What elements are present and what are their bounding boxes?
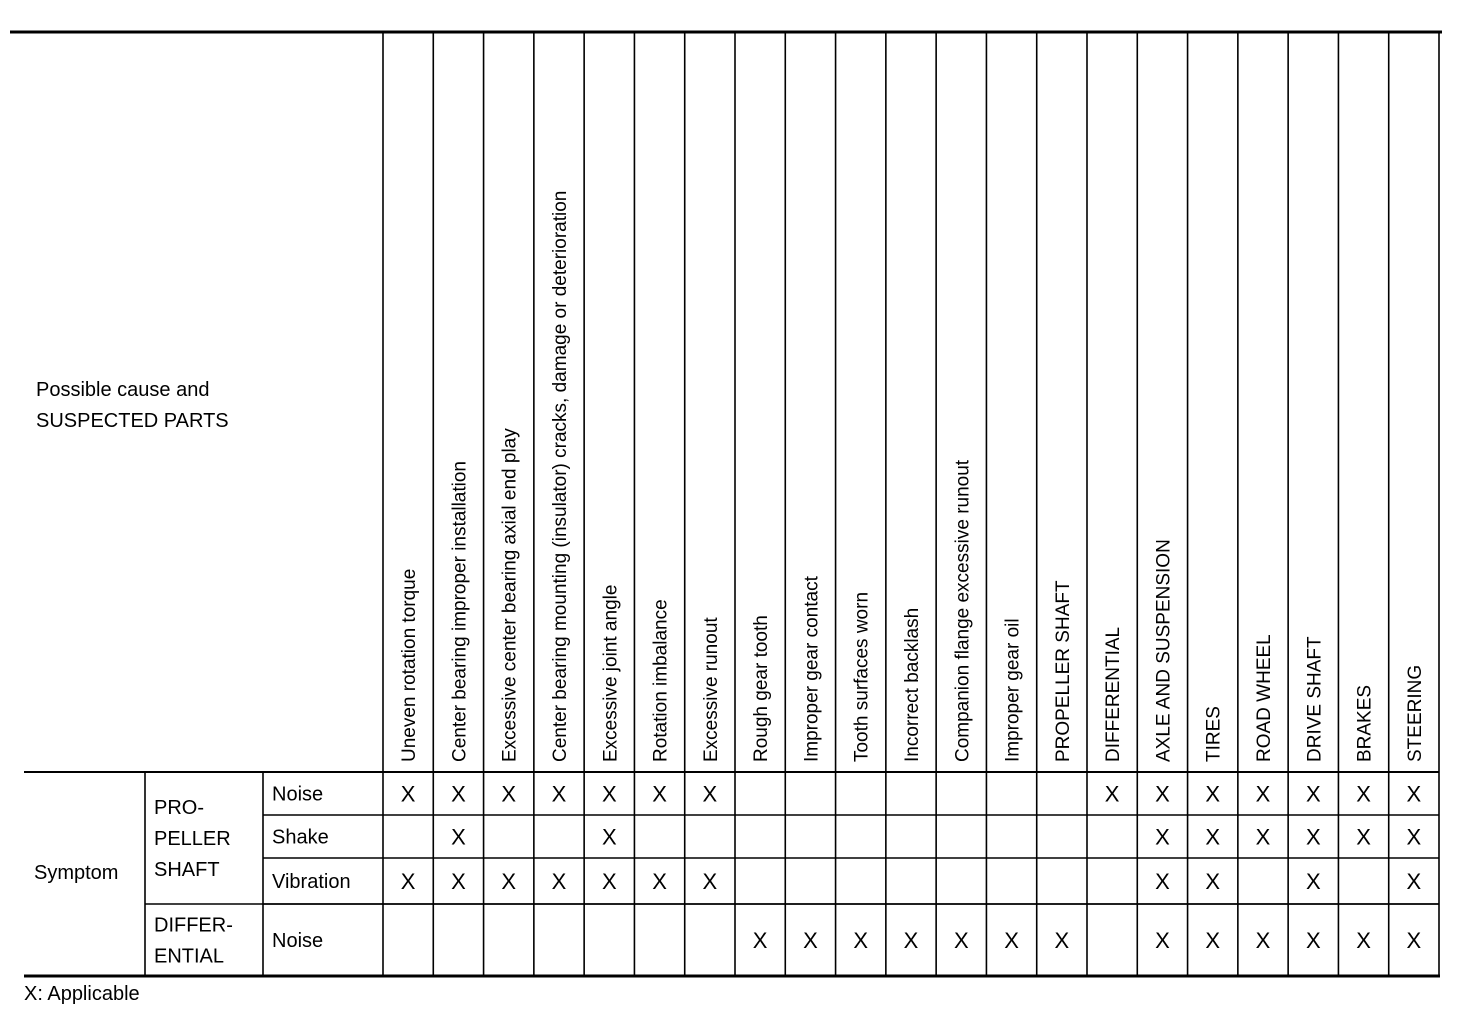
cell-mark: X bbox=[1255, 824, 1271, 850]
column-header: Center bearing mounting (insulator) cracks, damage or deterioration bbox=[550, 190, 571, 762]
cell-mark: X bbox=[601, 869, 617, 894]
cell-mark: X bbox=[1155, 824, 1170, 850]
cell-mark: X bbox=[1155, 781, 1170, 807]
cell-mark: X bbox=[1406, 928, 1422, 953]
cell-mark: X bbox=[451, 869, 466, 894]
cell-mark: X bbox=[451, 781, 466, 807]
group-label: PELLER bbox=[154, 828, 231, 850]
column-header: TIRES bbox=[1203, 706, 1225, 762]
cell-mark: X bbox=[702, 869, 718, 894]
cell-mark: X bbox=[752, 928, 768, 953]
cell-mark: X bbox=[501, 869, 517, 894]
cell-mark: X bbox=[1406, 824, 1422, 850]
column-header: DRIVE SHAFT bbox=[1304, 636, 1326, 762]
column-header: DIFFERENTIAL bbox=[1103, 626, 1125, 762]
column-header: Tooth surfaces worn bbox=[851, 591, 873, 762]
column-header: Center bearing improper installation bbox=[449, 460, 471, 762]
column-header: Rough gear tooth bbox=[751, 615, 773, 762]
cell-mark: X bbox=[1356, 928, 1371, 953]
cell-mark: X bbox=[1155, 928, 1170, 953]
cell-mark: X bbox=[451, 824, 466, 850]
cell-mark: X bbox=[501, 781, 517, 807]
row-label: Shake bbox=[272, 826, 329, 849]
cell-mark: X bbox=[853, 928, 869, 953]
symptom-label: Symptom bbox=[34, 862, 119, 884]
cell-mark: X bbox=[652, 781, 667, 807]
row-headers bbox=[154, 784, 351, 968]
cell-mark: X bbox=[1305, 869, 1321, 894]
cell-mark: X bbox=[601, 824, 617, 850]
corner-label-line2: SUSPECTED PARTS bbox=[36, 410, 229, 432]
column-header: Improper gear oil bbox=[1002, 618, 1024, 762]
cell-mark: X bbox=[1205, 781, 1221, 807]
cell-mark: X bbox=[1305, 824, 1321, 850]
group-label: DIFFER- bbox=[154, 914, 233, 937]
table-cells bbox=[401, 782, 1422, 954]
cell-mark: X bbox=[702, 781, 718, 807]
column-header: Excessive joint angle bbox=[600, 584, 622, 762]
cell-mark: X bbox=[1406, 781, 1422, 807]
column-headers bbox=[399, 191, 1426, 762]
cell-mark: X bbox=[551, 869, 567, 894]
column-header: BRAKES bbox=[1354, 684, 1376, 762]
cell-mark: X bbox=[1155, 869, 1170, 894]
legend-text: X: Applicable bbox=[24, 983, 140, 1005]
cell-mark: X bbox=[1305, 928, 1321, 953]
cell-mark: X bbox=[551, 781, 567, 807]
cell-mark: X bbox=[1054, 928, 1070, 953]
column-header: PROPELLER SHAFT bbox=[1052, 580, 1074, 762]
row-label: Noise bbox=[272, 783, 324, 806]
column-header: ROAD WHEEL bbox=[1254, 634, 1275, 762]
cell-mark: X bbox=[1205, 869, 1221, 894]
cell-mark: X bbox=[1205, 824, 1221, 850]
column-header: STEERING bbox=[1404, 664, 1426, 762]
cell-mark: X bbox=[400, 869, 416, 894]
group-label: SHAFT bbox=[154, 859, 220, 881]
column-header: Improper gear contact bbox=[801, 576, 823, 762]
row-label: Noise bbox=[272, 930, 324, 952]
cell-mark: X bbox=[1205, 928, 1221, 953]
cell-mark: X bbox=[1305, 781, 1321, 807]
corner-label-line1: Possible cause and bbox=[36, 379, 210, 401]
column-header: Companion flange excessive runout bbox=[952, 459, 974, 762]
cell-mark: X bbox=[1356, 824, 1371, 850]
cell-mark: X bbox=[400, 781, 416, 807]
cell-mark: X bbox=[601, 781, 617, 807]
cell-mark: X bbox=[803, 928, 818, 953]
cell-mark: X bbox=[1104, 781, 1120, 807]
cell-mark: X bbox=[903, 928, 919, 953]
group-label: PRO- bbox=[154, 797, 204, 819]
column-header: Excessive center bearing axial end play bbox=[499, 428, 521, 762]
column-header: Uneven rotation torque bbox=[399, 568, 421, 762]
cell-mark: X bbox=[1004, 928, 1019, 953]
cell-mark: X bbox=[1356, 781, 1371, 807]
column-header: AXLE AND SUSPENSION bbox=[1153, 539, 1175, 762]
cell-mark: X bbox=[1406, 869, 1422, 894]
column-header: Excessive runout bbox=[700, 617, 722, 762]
cell-mark: X bbox=[953, 928, 969, 953]
group-label: ENTIAL bbox=[154, 945, 225, 968]
cell-mark: X bbox=[652, 869, 667, 894]
cell-mark: X bbox=[1255, 781, 1271, 807]
column-header: Rotation imbalance bbox=[650, 599, 672, 762]
cell-mark: X bbox=[1255, 928, 1271, 953]
row-label: Vibration bbox=[272, 871, 351, 893]
column-header: Incorrect backlash bbox=[902, 607, 923, 762]
